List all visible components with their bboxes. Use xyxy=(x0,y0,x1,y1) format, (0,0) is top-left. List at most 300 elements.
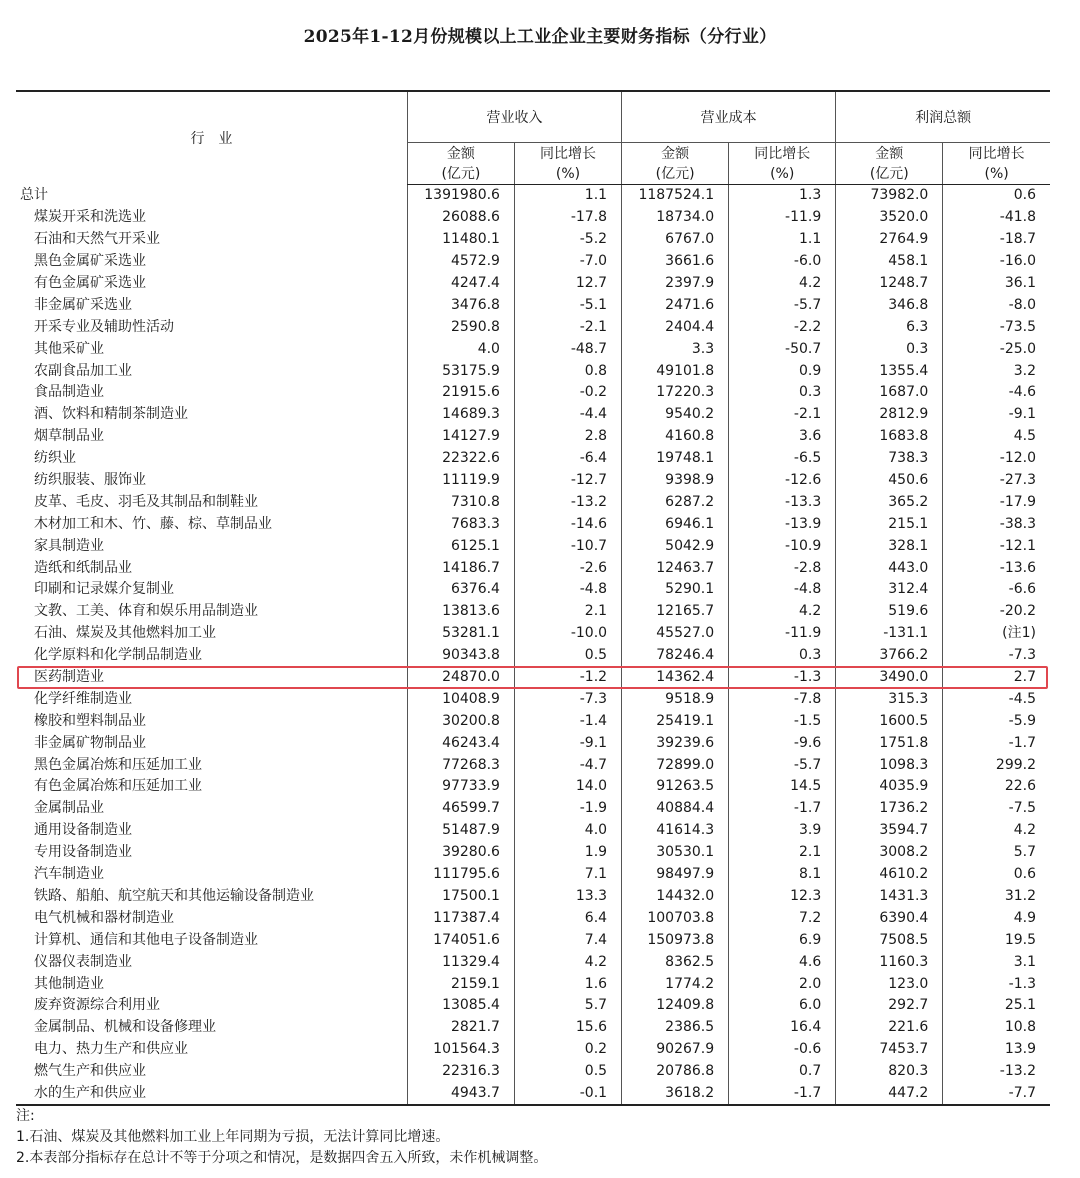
cell-cost-g: 8.1 xyxy=(729,864,836,886)
cell-cost: 14432.0 xyxy=(622,886,729,908)
cell-profit: 450.6 xyxy=(836,470,943,492)
cell-rev: 53175.9 xyxy=(407,360,514,382)
cell-rev: 7310.8 xyxy=(407,491,514,513)
cell-profit-g: 4.9 xyxy=(943,907,1050,929)
cell-rev: 77268.3 xyxy=(407,754,514,776)
cell-cost-g: -50.7 xyxy=(729,338,836,360)
table-row xyxy=(16,535,1050,557)
cell-rev-g: 0.2 xyxy=(514,1039,621,1061)
industry-name: 煤炭开采和洗选业 xyxy=(34,209,146,226)
cell-profit-g: -13.2 xyxy=(943,1061,1050,1083)
cell-rev-g: -5.2 xyxy=(514,229,621,251)
cell-cost: 41614.3 xyxy=(622,820,729,842)
industry-name: 电力、热力生产和供应业 xyxy=(34,1041,188,1058)
header-revenue: 营业收入 xyxy=(407,91,621,143)
cell-profit: 4610.2 xyxy=(836,864,943,886)
table-row xyxy=(16,426,1050,448)
cell-cost-g: -7.8 xyxy=(729,688,836,710)
cell-cost: 3618.2 xyxy=(622,1083,729,1106)
cell-profit: 820.3 xyxy=(836,1061,943,1083)
cell-cost: 40884.4 xyxy=(622,798,729,820)
cell-cost-g: 4.6 xyxy=(729,951,836,973)
cell-profit: 443.0 xyxy=(836,557,943,579)
cell-profit-g: -16.0 xyxy=(943,251,1050,273)
cell-profit: 3594.7 xyxy=(836,820,943,842)
cell-cost: 25419.1 xyxy=(622,710,729,732)
table-row xyxy=(16,973,1050,995)
industry-name: 农副食品加工业 xyxy=(34,362,132,379)
cell-cost-g: -10.9 xyxy=(729,535,836,557)
cell-rev-g: 4.0 xyxy=(514,820,621,842)
cell-rev-g: -4.8 xyxy=(514,579,621,601)
cell-rev: 174051.6 xyxy=(407,929,514,951)
cell-profit-g: 2.7 xyxy=(943,667,1050,689)
table-row xyxy=(16,579,1050,601)
table-row xyxy=(16,316,1050,338)
header-cost-amount: 金额 (亿元) xyxy=(622,143,729,185)
cell-cost: 78246.4 xyxy=(622,645,729,667)
header-rev-growth: 同比增长 (%) xyxy=(514,143,621,185)
cell-rev: 22316.3 xyxy=(407,1061,514,1083)
cell-cost: 72899.0 xyxy=(622,754,729,776)
cell-profit-g: -7.5 xyxy=(943,798,1050,820)
cell-cost: 6767.0 xyxy=(622,229,729,251)
cell-profit: 1160.3 xyxy=(836,951,943,973)
cell-profit-g: 22.6 xyxy=(943,776,1050,798)
cell-profit: 123.0 xyxy=(836,973,943,995)
industry-name: 化学纤维制造业 xyxy=(34,690,132,707)
cell-rev-g: -4.4 xyxy=(514,404,621,426)
cell-cost: 98497.9 xyxy=(622,864,729,886)
cell-cost-g: -1.7 xyxy=(729,1083,836,1106)
cell-profit-g: -20.2 xyxy=(943,601,1050,623)
table-row xyxy=(16,776,1050,798)
industry-name: 家具制造业 xyxy=(34,537,104,554)
cell-profit-g: -12.0 xyxy=(943,448,1050,470)
cell-rev-g: -10.0 xyxy=(514,623,621,645)
cell-rev: 10408.9 xyxy=(407,688,514,710)
industry-name: 印刷和记录媒介复制业 xyxy=(34,581,174,598)
cell-profit-g: -25.0 xyxy=(943,338,1050,360)
industry-name: 其他采矿业 xyxy=(34,340,104,357)
table-row xyxy=(16,338,1050,360)
cell-cost: 9398.9 xyxy=(622,470,729,492)
industry-name: 金属制品业 xyxy=(34,800,104,817)
cell-cost-g: -1.3 xyxy=(729,667,836,689)
cell-rev: 39280.6 xyxy=(407,842,514,864)
cell-cost: 39239.6 xyxy=(622,732,729,754)
table-row xyxy=(16,448,1050,470)
cell-cost-g: 4.2 xyxy=(729,273,836,295)
cell-profit-g: -7.7 xyxy=(943,1083,1050,1106)
cell-cost-g: -13.9 xyxy=(729,513,836,535)
cell-cost-g: -5.7 xyxy=(729,294,836,316)
cell-rev-g: 15.6 xyxy=(514,1017,621,1039)
cell-cost-g: -11.9 xyxy=(729,623,836,645)
table-row xyxy=(16,688,1050,710)
cell-profit: 447.2 xyxy=(836,1083,943,1106)
table-row xyxy=(16,732,1050,754)
cell-profit: 4035.9 xyxy=(836,776,943,798)
cell-profit-g: -5.9 xyxy=(943,710,1050,732)
cell-profit: 1431.3 xyxy=(836,886,943,908)
cell-profit-g: -17.9 xyxy=(943,491,1050,513)
cell-rev-g: 14.0 xyxy=(514,776,621,798)
cell-cost-g: 6.9 xyxy=(729,929,836,951)
industry-name: 开采专业及辅助性活动 xyxy=(34,318,174,335)
header-cost: 营业成本 xyxy=(622,91,836,143)
header-rev-amount: 金额 (亿元) xyxy=(407,143,514,185)
cell-cost: 12409.8 xyxy=(622,995,729,1017)
cell-cost: 1187524.1 xyxy=(622,185,729,207)
cell-cost: 20786.8 xyxy=(622,1061,729,1083)
cell-profit: 328.1 xyxy=(836,535,943,557)
financial-indicators-table xyxy=(16,90,1050,1106)
cell-rev-g: -0.2 xyxy=(514,382,621,404)
cell-profit: 1248.7 xyxy=(836,273,943,295)
cell-rev: 111795.6 xyxy=(407,864,514,886)
table-row xyxy=(16,842,1050,864)
table-row xyxy=(16,1017,1050,1039)
table-row xyxy=(16,820,1050,842)
cell-profit: 1098.3 xyxy=(836,754,943,776)
notes xyxy=(16,1106,547,1169)
cell-rev-g: -13.2 xyxy=(514,491,621,513)
cell-rev-g: 13.3 xyxy=(514,886,621,908)
cell-profit-g: -13.6 xyxy=(943,557,1050,579)
cell-cost: 45527.0 xyxy=(622,623,729,645)
industry-name: 橡胶和塑料制品业 xyxy=(34,712,146,729)
cell-rev: 90343.8 xyxy=(407,645,514,667)
cell-rev-g: -12.7 xyxy=(514,470,621,492)
cell-rev: 1391980.6 xyxy=(407,185,514,207)
cell-profit-g: -7.3 xyxy=(943,645,1050,667)
note-2: 2.本表部分指标存在总计不等于分项之和情况，是数据四舍五入所致，未作机械调整。 xyxy=(16,1150,548,1166)
cell-profit: 458.1 xyxy=(836,251,943,273)
cell-cost-g: -2.1 xyxy=(729,404,836,426)
cell-profit: 221.6 xyxy=(836,1017,943,1039)
cell-profit-g: 13.9 xyxy=(943,1039,1050,1061)
cell-rev-g: 7.4 xyxy=(514,929,621,951)
note-1: 1.石油、煤炭及其他燃料加工业上年同期为亏损，无法计算同比增速。 xyxy=(16,1129,450,1145)
cell-cost: 12463.7 xyxy=(622,557,729,579)
cell-rev-g: -14.6 xyxy=(514,513,621,535)
cell-cost-g: 0.3 xyxy=(729,645,836,667)
cell-profit-g: -27.3 xyxy=(943,470,1050,492)
cell-cost: 8362.5 xyxy=(622,951,729,973)
cell-cost: 3.3 xyxy=(622,338,729,360)
industry-name: 专用设备制造业 xyxy=(34,844,132,861)
cell-cost: 100703.8 xyxy=(622,907,729,929)
industry-name: 非金属矿物制品业 xyxy=(34,734,146,751)
industry-name: 其他制造业 xyxy=(34,975,104,992)
table-row xyxy=(16,229,1050,251)
cell-profit: 0.3 xyxy=(836,338,943,360)
industry-name: 造纸和纸制品业 xyxy=(34,559,132,576)
cell-rev: 11329.4 xyxy=(407,951,514,973)
cell-profit-g: 10.8 xyxy=(943,1017,1050,1039)
cell-cost-g: -1.5 xyxy=(729,710,836,732)
industry-name: 石油和天然气开采业 xyxy=(34,231,160,248)
cell-profit-g: -73.5 xyxy=(943,316,1050,338)
industry-name: 计算机、通信和其他电子设备制造业 xyxy=(34,931,258,948)
industry-name: 皮革、毛皮、羽毛及其制品和制鞋业 xyxy=(34,493,258,510)
table-row xyxy=(16,929,1050,951)
cell-profit-g: (注1) xyxy=(943,623,1050,645)
cell-profit: 365.2 xyxy=(836,491,943,513)
cell-cost-g: -9.6 xyxy=(729,732,836,754)
cell-profit: 3520.0 xyxy=(836,207,943,229)
cell-cost: 12165.7 xyxy=(622,601,729,623)
cell-rev-g: 1.9 xyxy=(514,842,621,864)
cell-cost-g: 0.3 xyxy=(729,382,836,404)
cell-rev-g: 6.4 xyxy=(514,907,621,929)
cell-rev-g: -7.3 xyxy=(514,688,621,710)
industry-name: 文教、工美、体育和娱乐用品制造业 xyxy=(34,603,258,620)
industry-name: 电气机械和器材制造业 xyxy=(34,909,174,926)
header-profit-amount: 金额 (亿元) xyxy=(836,143,943,185)
cell-rev: 11480.1 xyxy=(407,229,514,251)
table-row xyxy=(16,1039,1050,1061)
cell-profit: 7453.7 xyxy=(836,1039,943,1061)
cell-cost: 30530.1 xyxy=(622,842,729,864)
header-profit: 利润总额 xyxy=(836,91,1050,143)
cell-profit-g: -18.7 xyxy=(943,229,1050,251)
industry-name: 黑色金属冶炼和压延加工业 xyxy=(34,756,202,773)
cell-rev-g: 4.2 xyxy=(514,951,621,973)
cell-profit-g: 3.1 xyxy=(943,951,1050,973)
cell-cost-g: -2.2 xyxy=(729,316,836,338)
cell-cost-g: -13.3 xyxy=(729,491,836,513)
cell-profit-g: -4.6 xyxy=(943,382,1050,404)
cell-rev: 2159.1 xyxy=(407,973,514,995)
cell-rev: 11119.9 xyxy=(407,470,514,492)
cell-cost-g: -11.9 xyxy=(729,207,836,229)
industry-name: 纺织服装、服饰业 xyxy=(34,472,146,489)
cell-cost: 9518.9 xyxy=(622,688,729,710)
table-row-total xyxy=(16,185,1050,207)
cell-profit: 3766.2 xyxy=(836,645,943,667)
table-title: 2025年1-12月份规模以上工业企业主要财务指标（分行业） xyxy=(303,27,777,47)
cell-cost-g: -1.7 xyxy=(729,798,836,820)
cell-cost: 18734.0 xyxy=(622,207,729,229)
table-row xyxy=(16,513,1050,535)
cell-cost-g: 7.2 xyxy=(729,907,836,929)
table-row xyxy=(16,1061,1050,1083)
cell-profit: 346.8 xyxy=(836,294,943,316)
cell-rev-g: -2.1 xyxy=(514,316,621,338)
industry-name: 燃气生产和供应业 xyxy=(34,1063,146,1080)
cell-cost-g: 12.3 xyxy=(729,886,836,908)
industry-name: 石油、煤炭及其他燃料加工业 xyxy=(34,625,216,642)
cell-cost-g: 1.3 xyxy=(729,185,836,207)
cell-rev: 13813.6 xyxy=(407,601,514,623)
cell-rev: 14186.7 xyxy=(407,557,514,579)
industry-name: 水的生产和供应业 xyxy=(16,1083,407,1106)
cell-cost-g: -4.8 xyxy=(729,579,836,601)
cell-rev: 97733.9 xyxy=(407,776,514,798)
industry-name: 烟草制品业 xyxy=(34,428,104,445)
cell-rev: 14127.9 xyxy=(407,426,514,448)
note-heading: 注: xyxy=(16,1108,35,1124)
cell-rev-g: -2.6 xyxy=(514,557,621,579)
cell-profit-g: 4.2 xyxy=(943,820,1050,842)
cell-profit: 1751.8 xyxy=(836,732,943,754)
cell-profit: 1683.8 xyxy=(836,426,943,448)
table-row xyxy=(16,886,1050,908)
cell-profit: 315.3 xyxy=(836,688,943,710)
cell-rev-g: -1.4 xyxy=(514,710,621,732)
cell-rev: 4247.4 xyxy=(407,273,514,295)
cell-cost: 91263.5 xyxy=(622,776,729,798)
industry-name: 黑色金属矿采选业 xyxy=(34,253,146,270)
table-row xyxy=(16,995,1050,1017)
industry-name: 金属制品、机械和设备修理业 xyxy=(34,1019,216,1036)
cell-rev-g: 0.5 xyxy=(514,1061,621,1083)
cell-cost: 90267.9 xyxy=(622,1039,729,1061)
cell-profit-g: 0.6 xyxy=(943,185,1050,207)
table-row xyxy=(16,382,1050,404)
industry-name: 仪器仪表制造业 xyxy=(34,953,132,970)
industry-name: 医药制造业 xyxy=(34,669,104,686)
cell-cost: 5042.9 xyxy=(622,535,729,557)
cell-profit: 73982.0 xyxy=(836,185,943,207)
cell-rev-g: -6.4 xyxy=(514,448,621,470)
cell-rev: 4943.7 xyxy=(407,1083,514,1106)
table-row xyxy=(16,710,1050,732)
cell-cost-g: -0.6 xyxy=(729,1039,836,1061)
cell-profit-g: 36.1 xyxy=(943,273,1050,295)
cell-cost: 2404.4 xyxy=(622,316,729,338)
cell-profit: 3490.0 xyxy=(836,667,943,689)
cell-profit-g: -1.3 xyxy=(943,973,1050,995)
cell-rev: 46243.4 xyxy=(407,732,514,754)
cell-cost-g: 1.1 xyxy=(729,229,836,251)
table-row xyxy=(16,557,1050,579)
industry-name: 有色金属冶炼和压延加工业 xyxy=(34,778,202,795)
cell-cost-g: -2.8 xyxy=(729,557,836,579)
cell-profit-g: -12.1 xyxy=(943,535,1050,557)
cell-profit-g: 3.2 xyxy=(943,360,1050,382)
cell-cost: 6287.2 xyxy=(622,491,729,513)
cell-cost-g: 4.2 xyxy=(729,601,836,623)
cell-rev: 17500.1 xyxy=(407,886,514,908)
cell-rev: 2821.7 xyxy=(407,1017,514,1039)
cell-profit: 1600.5 xyxy=(836,710,943,732)
cell-rev-g: 1.6 xyxy=(514,973,621,995)
header-industry: 行 业 xyxy=(16,91,407,185)
cell-rev: 26088.6 xyxy=(407,207,514,229)
cell-profit: 1687.0 xyxy=(836,382,943,404)
industry-name: 化学原料和化学制品制造业 xyxy=(34,647,202,664)
cell-rev-g: -4.7 xyxy=(514,754,621,776)
cell-rev-g: 0.5 xyxy=(514,645,621,667)
cell-rev-g: 7.1 xyxy=(514,864,621,886)
table-row xyxy=(16,491,1050,513)
cell-cost: 14362.4 xyxy=(622,667,729,689)
cell-rev-g: 0.8 xyxy=(514,360,621,382)
cell-cost-g: 2.1 xyxy=(729,842,836,864)
cell-profit: 519.6 xyxy=(836,601,943,623)
cell-cost: 2397.9 xyxy=(622,273,729,295)
cell-rev-g: 5.7 xyxy=(514,995,621,1017)
cell-rev: 46599.7 xyxy=(407,798,514,820)
cell-profit: 292.7 xyxy=(836,995,943,1017)
cell-profit-g: -9.1 xyxy=(943,404,1050,426)
table-row xyxy=(16,951,1050,973)
cell-profit-g: 5.7 xyxy=(943,842,1050,864)
cell-profit-g: 4.5 xyxy=(943,426,1050,448)
cell-profit-g: 19.5 xyxy=(943,929,1050,951)
cell-cost-g: 6.0 xyxy=(729,995,836,1017)
cell-rev-g: -0.1 xyxy=(514,1083,621,1106)
cell-cost-g: -5.7 xyxy=(729,754,836,776)
cell-profit: 312.4 xyxy=(836,579,943,601)
cell-rev: 13085.4 xyxy=(407,995,514,1017)
cell-profit-g: -4.5 xyxy=(943,688,1050,710)
cell-cost-g: 14.5 xyxy=(729,776,836,798)
cell-rev: 24870.0 xyxy=(407,667,514,689)
cell-profit-g: -1.7 xyxy=(943,732,1050,754)
table-row xyxy=(16,251,1050,273)
table-row xyxy=(16,1083,1050,1106)
cell-profit: 7508.5 xyxy=(836,929,943,951)
cell-profit: 1736.2 xyxy=(836,798,943,820)
industry-name: 有色金属矿采选业 xyxy=(34,275,146,291)
table-row xyxy=(16,798,1050,820)
cell-profit: 6390.4 xyxy=(836,907,943,929)
industry-name: 木材加工和木、竹、藤、棕、草制品业 xyxy=(34,515,272,532)
cell-rev: 6125.1 xyxy=(407,535,514,557)
cell-cost: 2386.5 xyxy=(622,1017,729,1039)
cell-cost: 4160.8 xyxy=(622,426,729,448)
cell-rev-g: -7.0 xyxy=(514,251,621,273)
table-row xyxy=(16,273,1050,295)
cell-profit-g: 31.2 xyxy=(943,886,1050,908)
cell-profit-g: -8.0 xyxy=(943,294,1050,316)
cell-cost-g: -6.0 xyxy=(729,251,836,273)
cell-cost-g: 2.0 xyxy=(729,973,836,995)
cell-profit-g: -38.3 xyxy=(943,513,1050,535)
cell-rev-g: -1.2 xyxy=(514,667,621,689)
cell-profit-g: -6.6 xyxy=(943,579,1050,601)
table-row xyxy=(16,907,1050,929)
industry-name: 总计 xyxy=(20,187,48,204)
cell-cost-g: 0.7 xyxy=(729,1061,836,1083)
industry-name: 汽车制造业 xyxy=(34,866,104,883)
industry-name: 铁路、船舶、航空航天和其他运输设备制造业 xyxy=(34,887,314,904)
cell-rev-g: 2.1 xyxy=(514,601,621,623)
cell-rev-g: -9.1 xyxy=(514,732,621,754)
cell-rev: 101564.3 xyxy=(407,1039,514,1061)
cell-cost: 49101.8 xyxy=(622,360,729,382)
cell-rev: 3476.8 xyxy=(407,294,514,316)
cell-profit: 215.1 xyxy=(836,513,943,535)
cell-rev: 117387.4 xyxy=(407,907,514,929)
industry-name: 非金属矿采选业 xyxy=(34,296,132,313)
cell-rev: 22322.6 xyxy=(407,448,514,470)
cell-rev: 2590.8 xyxy=(407,316,514,338)
cell-rev: 53281.1 xyxy=(407,623,514,645)
industry-name: 酒、饮料和精制茶制造业 xyxy=(34,406,188,423)
cell-rev: 4.0 xyxy=(407,338,514,360)
table-row xyxy=(16,404,1050,426)
header-profit-growth: 同比增长 (%) xyxy=(943,143,1050,185)
cell-cost: 9540.2 xyxy=(622,404,729,426)
cell-rev-g: -5.1 xyxy=(514,294,621,316)
industry-name: 通用设备制造业 xyxy=(34,822,132,839)
cell-rev: 21915.6 xyxy=(407,382,514,404)
